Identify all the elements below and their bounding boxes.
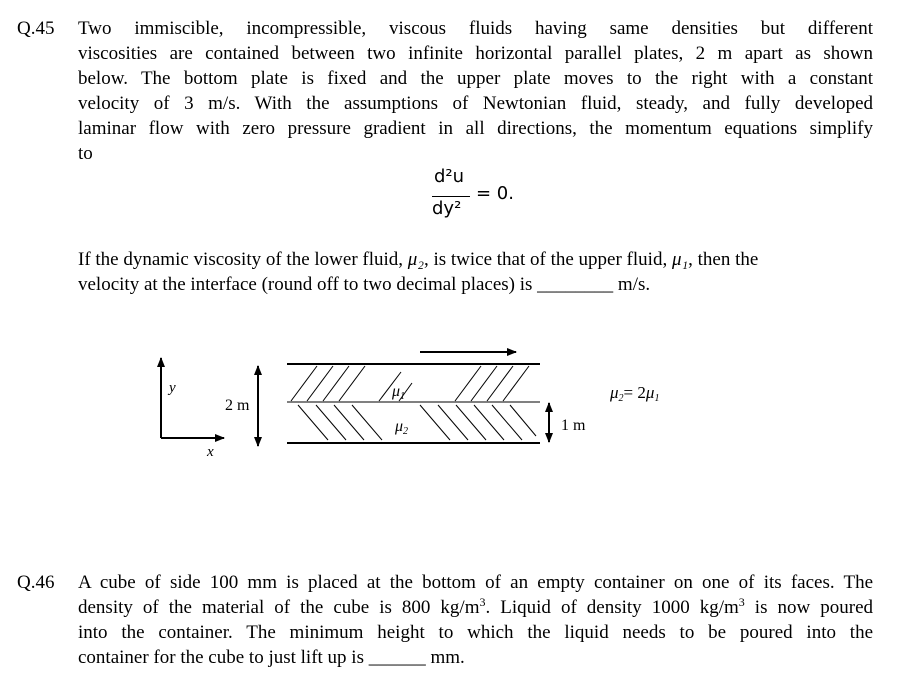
equation-numerator: d²u (434, 166, 465, 187)
interface-height-dimension (549, 403, 586, 442)
question-45-text (78, 16, 873, 166)
equation-rhs: = 0. (476, 183, 514, 204)
question-46-text (78, 570, 873, 670)
q45-line-6: to (78, 143, 93, 164)
q45-line-5: laminar flow with zero pressure gradient in all directions, the momentum equations simplify (78, 118, 873, 139)
interface-height-label: 1 m (561, 417, 586, 434)
q45-line-1: Two immiscible, incompressible, viscous fluids having same densities but different (78, 18, 873, 39)
coordinate-axes (161, 358, 224, 460)
q46-line-2 (78, 595, 873, 620)
q46-line-1: A cube of side 100 mm is placed at the bottom of an empty container on one of its faces. The (78, 572, 873, 593)
momentum-equation (430, 166, 540, 226)
mu2-symbol: μ₂ (407, 249, 424, 270)
two-fluid-couette-diagram (0, 330, 898, 470)
lower-fluid-hatching (298, 405, 536, 440)
q45-prompt-line-1 (78, 247, 873, 272)
prompt-text-c: , then the (688, 249, 759, 270)
gap-label: 2 m (225, 397, 250, 414)
question-number-46: Q.46 (17, 572, 55, 593)
question-number-45: Q.45 (17, 18, 55, 39)
viscosity-relation-label: μ2= 2μ1 (610, 383, 660, 404)
lower-fluid-label: μ2 (395, 418, 409, 437)
q45-line-2: viscosities are contained between two infinite horizontal parallel plates, 2 m apart as shown (78, 43, 873, 64)
q46-line-2-a: density of the material of the cube is 800 kg/m (78, 597, 480, 618)
prompt-text-a: If the dynamic viscosity of the lower fluid, (78, 249, 408, 270)
q46-line-3: into the container. The minimum height to which the liquid needs to be poured into the (78, 622, 873, 643)
q45-line-4: velocity of 3 m/s. With the assumptions of Newtonian fluid, steady, and fully developed (78, 93, 873, 114)
q46-superscript-1: 3 (479, 595, 486, 609)
q45-prompt-line-2: velocity at the interface (round off to two decimal places) is ________ m/s. (78, 274, 651, 295)
upper-fluid-hatching (291, 366, 529, 401)
equation-denominator: dy² (432, 198, 462, 219)
mu1-symbol: μ₁ (671, 249, 689, 270)
x-axis-label: x (207, 444, 214, 460)
q46-superscript-2: 3 (738, 595, 745, 609)
q46-line-4: container for the cube to just lift up is ______ mm. (78, 647, 465, 668)
fraction-bar (432, 196, 470, 197)
y-axis-label: y (169, 380, 176, 396)
q45-line-3: below. The bottom plate is fixed and the upper plate moves to the right with a constant (78, 68, 873, 89)
gap-dimension (225, 366, 258, 446)
q46-line-2-c: is now poured (744, 597, 873, 618)
question-45-prompt (78, 247, 873, 297)
upper-fluid-label: μ1 (392, 383, 406, 402)
prompt-text-b: , is twice that of the upper fluid, (423, 249, 672, 270)
q46-line-2-b: . Liquid of density 1000 kg/m (485, 597, 739, 618)
plates (287, 352, 540, 443)
